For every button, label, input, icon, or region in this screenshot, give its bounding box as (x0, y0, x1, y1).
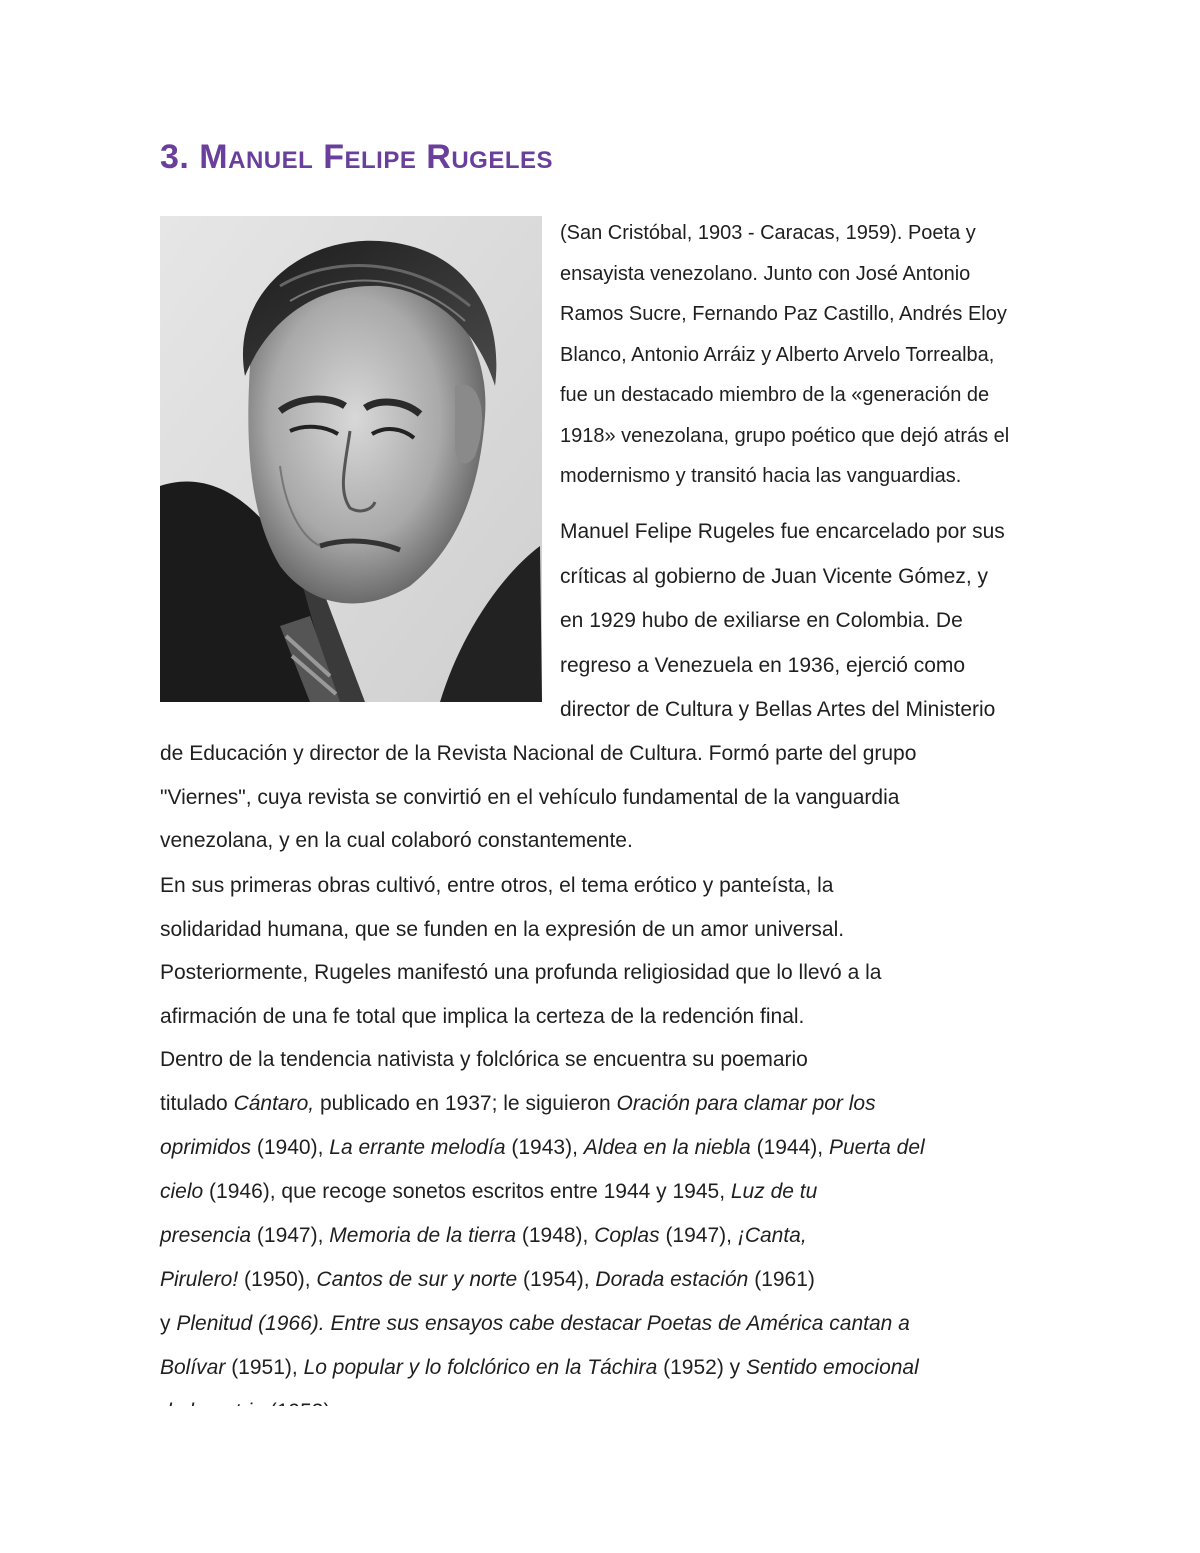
text-line: y Plenitud (1966). Entre sus ensayos cabe destacar Poetas de América cantan a (160, 1312, 910, 1335)
work-title: oprimidos (160, 1136, 252, 1159)
text-line: fue un destacado miembro de la «generación de (560, 384, 990, 406)
text-line: Ramos Sucre, Fernando Paz Castillo, Andrés Eloy (560, 303, 1007, 325)
work-title: Puerta del (828, 1136, 925, 1159)
text-line: Dentro de la tendencia nativista y folclórica se encuentra su poemario (160, 1048, 808, 1071)
text-line: solidaridad humana, que se funden en la expresión de un amor universal. (160, 917, 845, 941)
text-line: 1918» venezolana, grupo poético que dejó atrás el (560, 424, 1010, 447)
work-title: Memoria de la tierra (329, 1224, 517, 1247)
text-line: director de Cultura y Bellas Artes del Ministerio (560, 698, 996, 721)
work-title: Lo popular y lo folclórico en la Táchira (303, 1356, 658, 1379)
work-title: ¡Canta, (737, 1224, 807, 1247)
work-title: Coplas (594, 1224, 660, 1247)
text-line: Blanco, Antonio Arráiz y Alberto Arvelo Torrealba, (560, 343, 995, 366)
page-title: 3. Manuel Felipe Rugeles (160, 138, 554, 176)
text-line: ensayista venezolano. Junto con José Antonio (560, 262, 971, 285)
work-title: Oración para clamar por los (616, 1092, 876, 1115)
text-line: Pirulero! (1950), Cantos de sur y norte (1954), Dorada estación (1961) (160, 1268, 815, 1291)
work-title: Luz de tu (730, 1180, 818, 1203)
bio-intro-paragraph (560, 213, 1100, 497)
text-line: en 1929 hubo de exiliarse en Colombia. De (560, 609, 963, 632)
text-line: Posteriormente, Rugeles manifestó una profunda religiosidad que lo llevó a la (160, 961, 882, 984)
work-title: Pirulero! (160, 1268, 239, 1291)
text-line: presencia (1947), Memoria de la tierra (1948), Coplas (1947), ¡Canta, (160, 1224, 807, 1247)
bio-exile-continuation (160, 732, 1120, 863)
work-title: Cántaro, (233, 1092, 315, 1115)
work-title: Cantos de sur y norte (316, 1268, 518, 1291)
text-line: "Viernes", cuya revista se convirtió en el vehículo fundamental de la vanguardia (160, 785, 900, 809)
page-cutoff (0, 1406, 1200, 1553)
text-line: cielo (1946), que recoge sonetos escritos entre 1944 y 1945, Luz de tu (160, 1180, 818, 1203)
work-title: Plenitud (1966). Entre sus ensayos cabe destacar Poetas de América cantan a (176, 1312, 910, 1335)
work-title: Dorada estación (595, 1268, 749, 1291)
work-title: Aldea en la niebla (583, 1136, 751, 1159)
work-title: Sentido emocional (746, 1356, 919, 1379)
portrait-image (160, 216, 542, 702)
text-line: de Educación y director de la Revista Nacional de Cultura. Formó parte del grupo (160, 742, 917, 765)
text-line: oprimidos (1940), La errante melodía (1943), Aldea en la niebla (1944), Puerta del (160, 1136, 925, 1159)
text-line: (San Cristóbal, 1903 - Caracas, 1959). Poeta y (560, 222, 976, 244)
text-line: regreso a Venezuela en 1936, ejerció como (560, 653, 966, 677)
text-line: modernismo y transitó hacia las vanguardias. (560, 465, 962, 487)
works-paragraph (160, 1038, 1120, 1434)
text-line: En sus primeras obras cultivó, entre otros, el tema erótico y panteísta, la (160, 874, 834, 897)
work-title: La errante melodía (329, 1136, 506, 1159)
themes-paragraph (160, 864, 1120, 1038)
work-title: presencia (160, 1224, 252, 1247)
text-line: críticas al gobierno de Juan Vicente Gómez, y (560, 564, 989, 588)
text-line: afirmación de una fe total que implica la certeza de la redención final. (160, 1004, 805, 1028)
portrait-photo (160, 216, 542, 702)
text-line: venezolana, y en la cual colaboró constantemente. (160, 829, 633, 852)
text-line: Bolívar (1951), Lo popular y lo folclórico en la Táchira (1952) y Sentido emocional (160, 1356, 919, 1379)
work-title: Bolívar (160, 1356, 226, 1379)
text-line: titulado Cántaro, publicado en 1937; le siguieron Oración para clamar por los (160, 1092, 876, 1115)
text-line: Manuel Felipe Rugeles fue encarcelado por sus (560, 520, 1005, 543)
bio-exile-paragraph (560, 510, 1120, 733)
work-title: cielo (160, 1180, 204, 1203)
